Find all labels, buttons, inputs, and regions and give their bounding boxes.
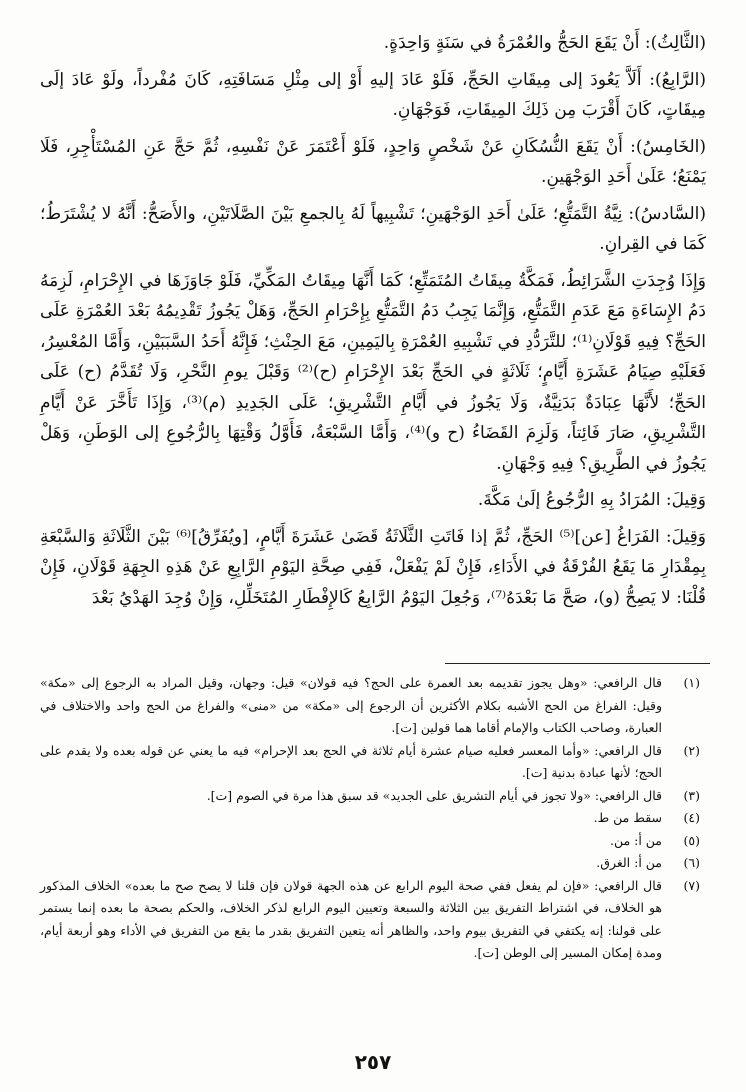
footnote-item: [40, 672, 706, 740]
footnote-number: (١): [683, 675, 700, 690]
footnote-item: [40, 740, 706, 785]
paragraph-conditions-met: وَإِذَا وُجِدَتِ الشَّرَائِطُ، فَمَكَّةُ مِيقَاتُ المُتَمَتِّعِ؛ كَمَا أَنَّهَا مِيقَاتُ المَكِّيِّ، فَلَوْ جَاوَزَهَا في الإِحْرَامِ، لَزِمَهُ دَمُ الإِسَاءَةِ مَعَ عَدَمِ التَّمَتُّعِ، وَإِنَّمَا يَجِبُ دَمُ التَّمَتُّعِ بِإِحْرَامِ الحَجِّ، وَهَلْ يَجُوزُ تَقْدِيمُهُ بَعْدَ العُمْرَةِ عَلَى الحَجِّ؟ فِيهِ قَوْلَانِ⁽¹⁾؛ للتَّرَدُّدِ في تَشْبِيهِ العُمْرَةِ بِاليَمِينِ، مَعَ الحِنْثِ؛ فَإِنَّهُ أَحَدُ السَّبَبَيْنِ، وَأَمَّا المُعْسِرُ، فَعَلَيْهِ صِيَامُ عَشَرَةِ أَيَّامٍ؛ ثَلَاثَةٍ في الحَجِّ بَعْدَ الإِحْرَامِ (ح)⁽²⁾ وَقَبْلَ يومِ النَّحْرِ، وَلَا تُقَدَّمُ (ح) عَلَى الحَجِّ؛ لأَنَّهَا عِبَادَةٌ بَدَنِيَّةٌ، وَلَا يَجُوزُ في أَيَّامِ التَّشْرِيقِ؛ عَلَى الجَدِيدِ (م)⁽³⁾، وَإِذَا تَأَخَّرَ عَنْ أَيَّامِ التَّشْرِيقِ، صَارَ فَائِتاً، وَلَزِمَ القَضَاءُ (ح و)⁽⁴⁾، وَأَمَّا السَّبْعَةُ، فَأَوَّلُ وَقْتِهَا بِالرُّجُوعِ إلى الوَطَنِ، وَهَلْ يَجُوزُ في الطَّرِيقِ؟ فِيهِ وَجْهَانِ.: [40, 270, 706, 474]
footnote-text: قال الرافعي: «ولا تجوز في أيام التشريق على الجديد» قد سبق هذا مرة في الصوم [ت].: [206, 787, 662, 803]
footnote-number: (٢): [683, 742, 700, 758]
footnote-text: قال الرافعي: «فإن لم يفعل ففي صحة اليوم الرابع عن هذه الجهة قولان فإن قلنا لا يصح صح ما بعده» الخلاف المذكور هو الخلاف، في اشتراط التفريق بين الثلاثة والسبعة وتعيين اليوم الرابع لذكر الخلاف، والحكم بصحة ما بعده إنما يستمر على قولنا: إنه يكتفي في التفريق بيوم واحد، والظاهر أنه يتعين التفريق بقدر ما يقع من التفريق في الأداء وهو أربعة أيام، ومدة إمكان المسير إلى الوطن [ت].: [40, 877, 662, 960]
paragraph-completion: وَقِيلَ: الفَرَاغُ [عن]⁽⁵⁾ الحَجِّ، ثُمَّ إذا فَاتَتِ الثَّلَاثَةُ قَضَىٰ عَشَرَةَ أَيَّامٍ، [ويُفَرِّقُ]⁽⁶⁾ بَيْنَ الثَّلَاثَةِ وَالسَّبْعَةِ بِمِقْدَارِ مَا يَقَعُ الفُرْقَةُ في الأَدَاءِ، فَإِنْ لَمْ يَفْعَلْ، فَفِي صِحَّةِ اليَوْمِ الرَّابِعِ عَنْ هَذِهِ الجِهَةِ قَوْلَانِ، فَإِنْ قُلْنَا: لا يَصِحُّ (و)، صَحَّ مَا بَعْدَهُ⁽⁷⁾، وَجُعِلَ اليَوْمُ الرَّابِعُ كَالإِفْطَارِ المُتَخَلِّلِ، وَإِنْ وُجِدَ الهَدْيُ بَعْدَ: [40, 526, 707, 608]
footnote-item: [40, 807, 706, 830]
footnote-separator: [445, 663, 710, 664]
footnote-text: قال الرافعي: «وأما المعسر فعليه صيام عشرة أيام ثلاثة في الحج بعد الإحرام» فيه ما يعني عن قوله بعده ولا يقدم على الحج؛ لأنها عبادة بدنية [ت].: [40, 742, 662, 780]
footnote-number: (٣): [683, 787, 700, 803]
paragraph-fifth-condition: (الخَامِسُ): أَنْ يَقَعَ النُّسُكَانِ عَنْ شَخْصٍ وَاحِدٍ، فَلَوْ أَعْتَمَرَ عَنْ نَفْسِهِ، ثُمَّ حَجَّ عَنِ المُسْتَأْجِرِ، فَلَا يَمْنَعُ؛ عَلَىٰ أَحَدِ الوَجْهَينِ.: [40, 136, 706, 187]
footnote-item: [40, 875, 706, 965]
footnote-number: (٦): [683, 855, 700, 870]
paragraph-sixth-condition: (السَّادسُ): نِيَّةُ التَّمَتُّعِ؛ عَلَىٰ أَحَدِ الوَجْهَينِ؛ تَشْبِيهاً لَهُ بِالجمعِ بَيْنَ الصَّلَاتَيْنِ، والأَصَحُّ: أَنَّهُ لا يُشْتَرَطُ؛ كَمَا في القِرانِ.: [40, 203, 706, 254]
footnotes: [40, 672, 706, 965]
paragraph-fourth-condition: (الرَّابِعُ): أَلَاَّ يَعُودَ إلى مِيقَاتِ الحَجِّ، فَلَوْ عَادَ إليهِ أَوْ إلى مِثْلِ مَسَافَتِهِ، كَانَ مُفْرداً، ولَوْ عَادَ إلَى مِيقَاتٍ، كَانَ أَقْرَبَ مِن ذَلِكَ المِيقَاتِ، فَوَجْهَانِ.: [40, 69, 706, 120]
footnote-text: قال الرافعي: «وهل يجوز تقديمه بعد العمرة على الحج؟ فيه قولان» قيل: وجهان، وقيل المراد به الرجوع إلى «مكة» وقيل: الفراغ من الحج الأشبه بكلام الأكثرين أن الرجوع إلى «مكة» من «منى» والفراغ من الحج واحد والاختلاف في العبارة، وصاحب الكتاب والإمام أقاما هما قولين [ت].: [40, 675, 662, 735]
footnote-number: (٤): [683, 810, 700, 825]
footnote-number: (٥): [683, 832, 700, 848]
footnote-number: (٧): [683, 877, 700, 893]
footnote-item: [40, 852, 706, 875]
paragraph-third-condition: (الثَّالِثُ): أَنْ يَقَعَ الحَجُّ والعُمْرَةُ في سَنَةٍ وَاحِدَةٍ.: [383, 33, 706, 53]
footnote-text: من أ: من.: [609, 832, 662, 848]
footnote-item: [40, 785, 706, 808]
paragraph-return-meaning: وَقِيلَ: المُرَادُ بِهِ الرُّجُوعُ إلَىٰ مَكَّةَ.: [477, 490, 706, 510]
footnote-text: من أ: الغرق.: [596, 855, 662, 870]
main-text: [40, 28, 706, 619]
footnote-item: [40, 830, 706, 853]
footnote-text: سقط من ط.: [593, 810, 662, 825]
page-number: ٢٥٧: [354, 1050, 392, 1074]
